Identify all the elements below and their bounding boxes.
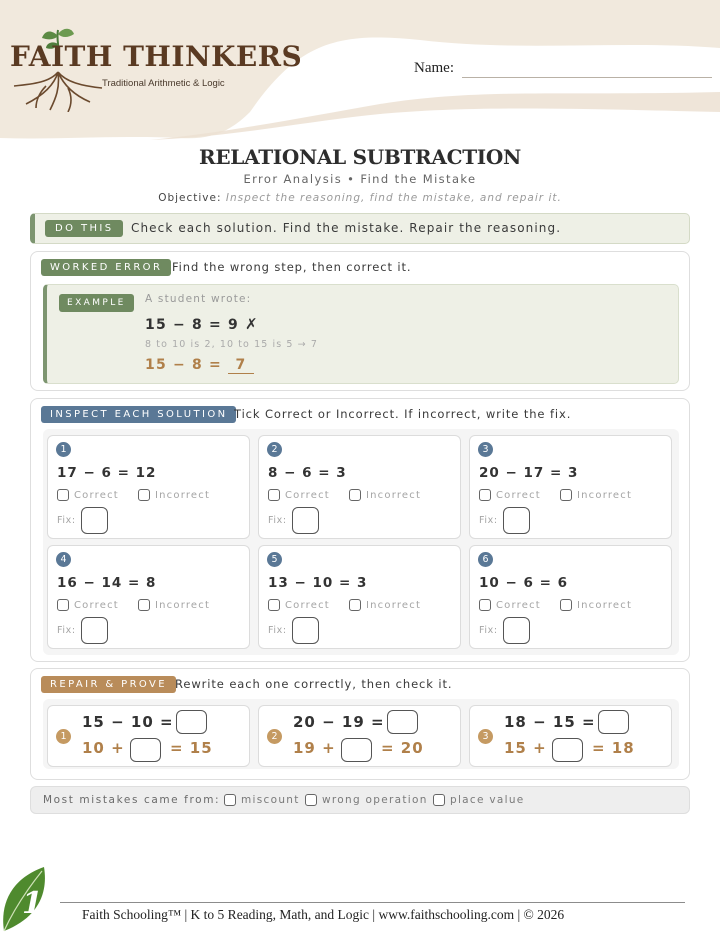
example-fix (145, 357, 254, 374)
solution-card (47, 435, 250, 539)
item-number: 4 (56, 552, 71, 567)
repair-tray (43, 699, 679, 769)
page-title: RELATIONAL SUBTRACTION (199, 145, 521, 169)
mistake-label: wrong operation (322, 794, 428, 806)
repair-card (258, 705, 461, 767)
fix-label: Fix: (268, 625, 287, 636)
incorrect-label: Incorrect (577, 489, 633, 501)
logo (6, 26, 303, 112)
inspect-panel (30, 398, 690, 662)
name-field[interactable] (462, 77, 712, 78)
solution-card (469, 545, 672, 649)
incorrect-checkbox[interactable] (560, 599, 572, 611)
difference-answer-box[interactable] (387, 710, 418, 734)
inspect-tag: INSPECT EACH SOLUTION (41, 406, 236, 423)
fix-label: Fix: (479, 625, 498, 636)
item-number: 5 (267, 552, 282, 567)
incorrect-option[interactable] (560, 489, 632, 501)
example-lead: A student wrote: (145, 293, 252, 305)
fix-answer-box[interactable] (503, 507, 530, 534)
logo-subtitle: Traditional Arithmetic & Logic (102, 78, 225, 89)
item-number: 2 (267, 442, 282, 457)
fix-answer-box[interactable] (81, 617, 108, 644)
addend-answer-box[interactable] (130, 738, 161, 762)
difference-answer-box[interactable] (598, 710, 629, 734)
example-tag: EXAMPLE (59, 294, 134, 312)
solution-equation: 8 − 6 = 3 (268, 465, 347, 481)
fix-label: Fix: (268, 515, 287, 526)
item-number: 3 (478, 442, 493, 457)
mistake-checkbox[interactable] (433, 794, 445, 806)
incorrect-checkbox[interactable] (138, 489, 150, 501)
incorrect-label: Incorrect (155, 489, 211, 501)
mistake-option[interactable] (305, 794, 428, 806)
correct-label: Correct (496, 599, 541, 611)
mistake-label: place value (450, 794, 525, 806)
worked-error-tag: WORKED ERROR (41, 259, 171, 276)
repair-equation: 18 − 15 = (504, 713, 596, 731)
difference-answer-box[interactable] (176, 710, 207, 734)
solution-equation: 16 − 14 = 8 (57, 575, 157, 591)
repair-card (47, 705, 250, 767)
mistake-checkbox[interactable] (224, 794, 236, 806)
solution-card (469, 435, 672, 539)
fix-label: Fix: (57, 625, 76, 636)
footer-divider (60, 902, 685, 903)
example-equation-text: 15 − 8 = 9 (145, 317, 239, 333)
correct-option[interactable] (479, 489, 541, 501)
incorrect-checkbox[interactable] (349, 489, 361, 501)
addend-answer-box[interactable] (341, 738, 372, 762)
repair-panel (30, 668, 690, 780)
solution-card (258, 435, 461, 539)
example-fix-prefix: 15 − 8 = (145, 357, 222, 373)
item-number: 2 (267, 729, 282, 744)
repair-equation: 20 − 19 = (293, 713, 385, 731)
item-number: 1 (56, 729, 71, 744)
addend-answer-box[interactable] (552, 738, 583, 762)
incorrect-checkbox[interactable] (349, 599, 361, 611)
solution-equation: 10 − 6 = 6 (479, 575, 568, 591)
mistake-option[interactable] (433, 794, 525, 806)
mistakes-lead: Most mistakes came from: (43, 794, 221, 806)
mistakes-bar (30, 786, 690, 814)
example-equation (145, 315, 259, 333)
incorrect-option[interactable] (560, 599, 632, 611)
worked-error-note: Find the wrong step, then correct it. (172, 260, 412, 274)
incorrect-label: Incorrect (577, 599, 633, 611)
check-equation-end: = 15 (170, 739, 213, 757)
fix-answer-box[interactable] (292, 507, 319, 534)
do-this-tag: DO THIS (45, 220, 123, 237)
correct-option[interactable] (479, 599, 541, 611)
incorrect-label: Incorrect (366, 599, 422, 611)
correct-label: Correct (74, 489, 119, 501)
mistake-checkbox[interactable] (305, 794, 317, 806)
correct-label: Correct (496, 489, 541, 501)
check-equation-end: = 18 (592, 739, 635, 757)
logo-title: FAITH THINKERS (10, 40, 303, 73)
objective (0, 192, 720, 204)
fix-label: Fix: (479, 515, 498, 526)
fix-answer-box[interactable] (503, 617, 530, 644)
incorrect-label: Incorrect (155, 599, 211, 611)
correct-label: Correct (74, 599, 119, 611)
check-equation-end: = 20 (381, 739, 424, 757)
incorrect-checkbox[interactable] (138, 599, 150, 611)
incorrect-option[interactable] (138, 489, 210, 501)
repair-equation: 15 − 10 = (82, 713, 174, 731)
item-number: 3 (478, 729, 493, 744)
correct-label: Correct (285, 489, 330, 501)
correct-checkbox[interactable] (57, 489, 69, 501)
check-equation-start: 15 + (504, 739, 547, 757)
correct-checkbox[interactable] (479, 599, 491, 611)
wrong-mark-icon: ✗ (245, 315, 259, 333)
correct-checkbox[interactable] (268, 489, 280, 501)
leaf-page-number-icon (0, 865, 52, 932)
mistake-option[interactable] (224, 794, 300, 806)
fix-answer-box[interactable] (292, 617, 319, 644)
objective-label: Objective: (158, 192, 222, 204)
item-number: 1 (56, 442, 71, 457)
example-work: 8 to 10 is 2, 10 to 15 is 5 → 7 (145, 339, 318, 350)
incorrect-option[interactable] (138, 599, 210, 611)
check-equation-start: 19 + (293, 739, 336, 757)
fix-answer-box[interactable] (81, 507, 108, 534)
correct-checkbox[interactable] (479, 489, 491, 501)
check-equation-start: 10 + (82, 739, 125, 757)
inspect-tray (43, 429, 679, 655)
repair-note: Rewrite each one correctly, then check it. (175, 677, 453, 691)
repair-card (469, 705, 672, 767)
correct-option[interactable] (268, 489, 330, 501)
repair-tag: REPAIR & PROVE (41, 676, 176, 693)
do-this-bar (30, 213, 690, 244)
correct-checkbox[interactable] (57, 599, 69, 611)
incorrect-label: Incorrect (366, 489, 422, 501)
solution-card (258, 545, 461, 649)
example-fix-answer: 7 (228, 357, 254, 374)
solution-equation: 13 − 10 = 3 (268, 575, 368, 591)
solution-equation: 17 − 6 = 12 (57, 465, 157, 481)
worked-error-panel (30, 251, 690, 391)
correct-checkbox[interactable] (268, 599, 280, 611)
incorrect-option[interactable] (349, 599, 421, 611)
page-number: 1 (22, 886, 43, 921)
correct-option[interactable] (268, 599, 330, 611)
correct-option[interactable] (57, 489, 119, 501)
page-subtitle: Error Analysis • Find the Mistake (243, 172, 477, 186)
correct-label: Correct (285, 599, 330, 611)
solution-equation: 20 − 17 = 3 (479, 465, 579, 481)
footer-text: Faith Schooling™ | K to 5 Reading, Math, and Logic | www.faithschooling.com | © 2026 (82, 907, 565, 922)
name-label: Name: (414, 60, 454, 76)
do-this-text: Check each solution. Find the mistake. Repair the reasoning. (131, 221, 562, 235)
correct-option[interactable] (57, 599, 119, 611)
fix-label: Fix: (57, 515, 76, 526)
mistake-label: miscount (241, 794, 300, 806)
incorrect-checkbox[interactable] (560, 489, 572, 501)
solution-card (47, 545, 250, 649)
objective-text: Inspect the reasoning, find the mistake, and repair it. (225, 192, 562, 204)
item-number: 6 (478, 552, 493, 567)
incorrect-option[interactable] (349, 489, 421, 501)
example-box (43, 284, 679, 384)
inspect-note: Tick Correct or Incorrect. If incorrect, write the fix. (234, 407, 572, 421)
